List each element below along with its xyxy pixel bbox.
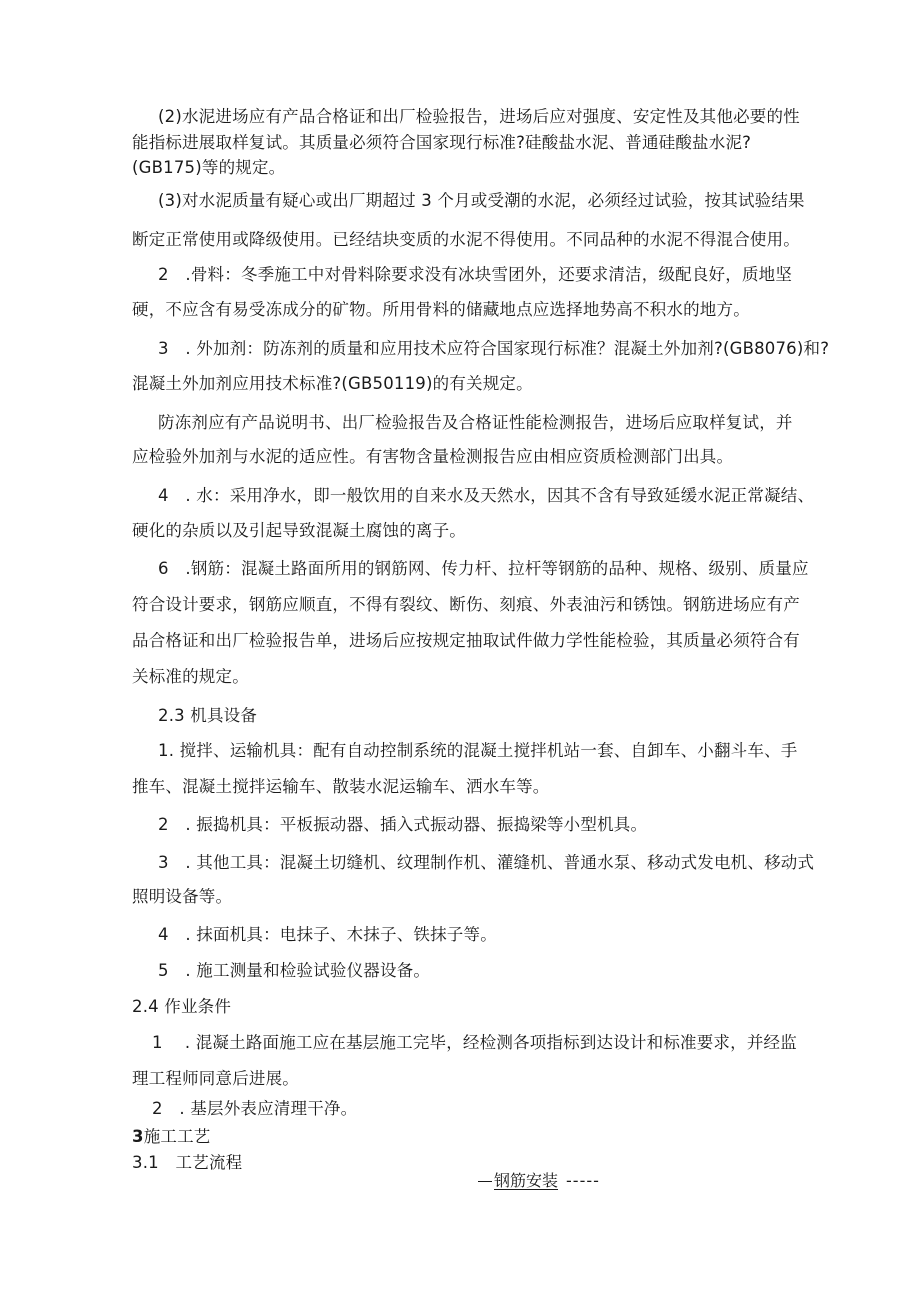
- admixture-clause-line-2: 混凝土外加剂应用技术标准?(GB50119)的有关规定。: [132, 374, 533, 393]
- rebar-clause-line-2: 符合设计要求，钢筋应顺直，不得有裂纹、断伤、刻痕、外表油污和锈蚀。钢筋进场应有产: [132, 595, 800, 614]
- mixing-equipment-line-1: 1. 搅拌、运输机具：配有自动控制系统的混凝土搅拌机站一套、自卸车、小翻斗车、手: [158, 741, 798, 760]
- mixing-equipment-line-2: 推车、混凝土搅拌运输车、散装水泥运输车、洒水车等。: [132, 777, 550, 796]
- base-condition-line-2: 理工程师同意后进展。: [132, 1069, 299, 1088]
- process-flow-fragment: [478, 1170, 600, 1192]
- rebar-clause-line-4: 关标准的规定。: [132, 667, 249, 686]
- cement-clause-2-line-2: 能指标进展取样复试。其质量必须符合国家现行标准?硅酸盐水泥、普通硅酸盐水泥?: [132, 133, 752, 152]
- flow-connector-left: [478, 1181, 492, 1182]
- aggregate-clause-line-2: 硬，不应含有易受冻成分的矿物。所用骨料的储藏地点应选择地势高不积水的地方。: [132, 300, 750, 319]
- subsection-heading-flow: 3.1 工艺流程: [132, 1153, 243, 1172]
- base-clean-line: 2 . 基层外表应清理干净。: [152, 1099, 358, 1118]
- section-heading-conditions: 2.4 作业条件: [132, 997, 232, 1016]
- section-heading-equipment: 2.3 机具设备: [158, 706, 258, 725]
- water-clause-line-2: 硬化的杂质以及引起导致混凝土腐蚀的离子。: [132, 521, 466, 540]
- base-condition-line-1: 1 . 混凝土路面施工应在基层施工完毕，经检测各项指标到达设计和标准要求，并经监: [152, 1033, 797, 1052]
- antifreeze-paragraph-line-2: 应检验外加剂与水泥的适应性。有害物含量检测报告应由相应资质检测部门出具。: [132, 447, 734, 466]
- cement-clause-2-line-3: (GB175)等的规定。: [132, 158, 286, 177]
- flow-step-rebar-install: 钢筋安装: [494, 1171, 559, 1190]
- rebar-clause-line-1: 6 .钢筋：混凝土路面所用的钢筋网、传力杆、拉杆等钢筋的品种、规格、级别、质量应: [158, 559, 809, 578]
- cement-clause-3-line-1: (3)对水泥质量有疑心或出厂期超过 3 个月或受潮的水泥，必须经过试验，按其试验结果: [158, 191, 805, 210]
- admixture-clause-line-1: 3 . 外加剂：防冻剂的质量和应用技术应符合国家现行标准？混凝土外加剂?(GB8076)和?: [158, 339, 830, 358]
- aggregate-clause-line-1: 2 .骨料：冬季施工中对骨料除要求没有冰块雪团外，还要求清洁，级配良好，质地坚: [158, 265, 793, 284]
- trowel-equipment-line: 4 . 抹面机具：电抹子、木抹子、铁抹子等。: [158, 925, 497, 944]
- flow-connector-right: -----: [566, 1171, 600, 1190]
- vibrating-equipment-line: 2 . 振捣机具：平板振动器、插入式振动器、振捣梁等小型机具。: [158, 815, 648, 834]
- antifreeze-paragraph-line-1: 防冻剂应有产品说明书、出厂检验报告及合格证性能检测报告，进场后应取样复试，并: [158, 413, 793, 432]
- rebar-clause-line-3: 品合格证和出厂检验报告单，进场后应按规定抽取试件做力学性能检验，其质量必须符合有: [132, 631, 800, 650]
- other-tools-line-2: 照明设备等。: [132, 887, 233, 906]
- cement-clause-2-line-1: (2)水泥进场应有产品合格证和出厂检验报告，进场后应对强度、安定性及其他必要的性: [158, 107, 800, 126]
- survey-equipment-line: 5 . 施工测量和检验试验仪器设备。: [158, 961, 431, 980]
- water-clause-line-1: 4 . 水：采用净水，即一般饮用的自来水及天然水，因其不含有导致延缓水泥正常凝结、: [158, 486, 815, 505]
- process-heading-number: 3: [132, 1127, 144, 1146]
- other-tools-line-1: 3 . 其他工具：混凝土切缝机、纹理制作机、灌缝机、普通水泵、移动式发电机、移动式: [158, 853, 815, 872]
- cement-clause-3-line-2: 断定正常使用或降级使用。已经结块变质的水泥不得使用。不同品种的水泥不得混合使用。: [132, 230, 800, 249]
- section-heading-process: [132, 1126, 211, 1148]
- process-heading-text: 施工工艺: [143, 1127, 211, 1146]
